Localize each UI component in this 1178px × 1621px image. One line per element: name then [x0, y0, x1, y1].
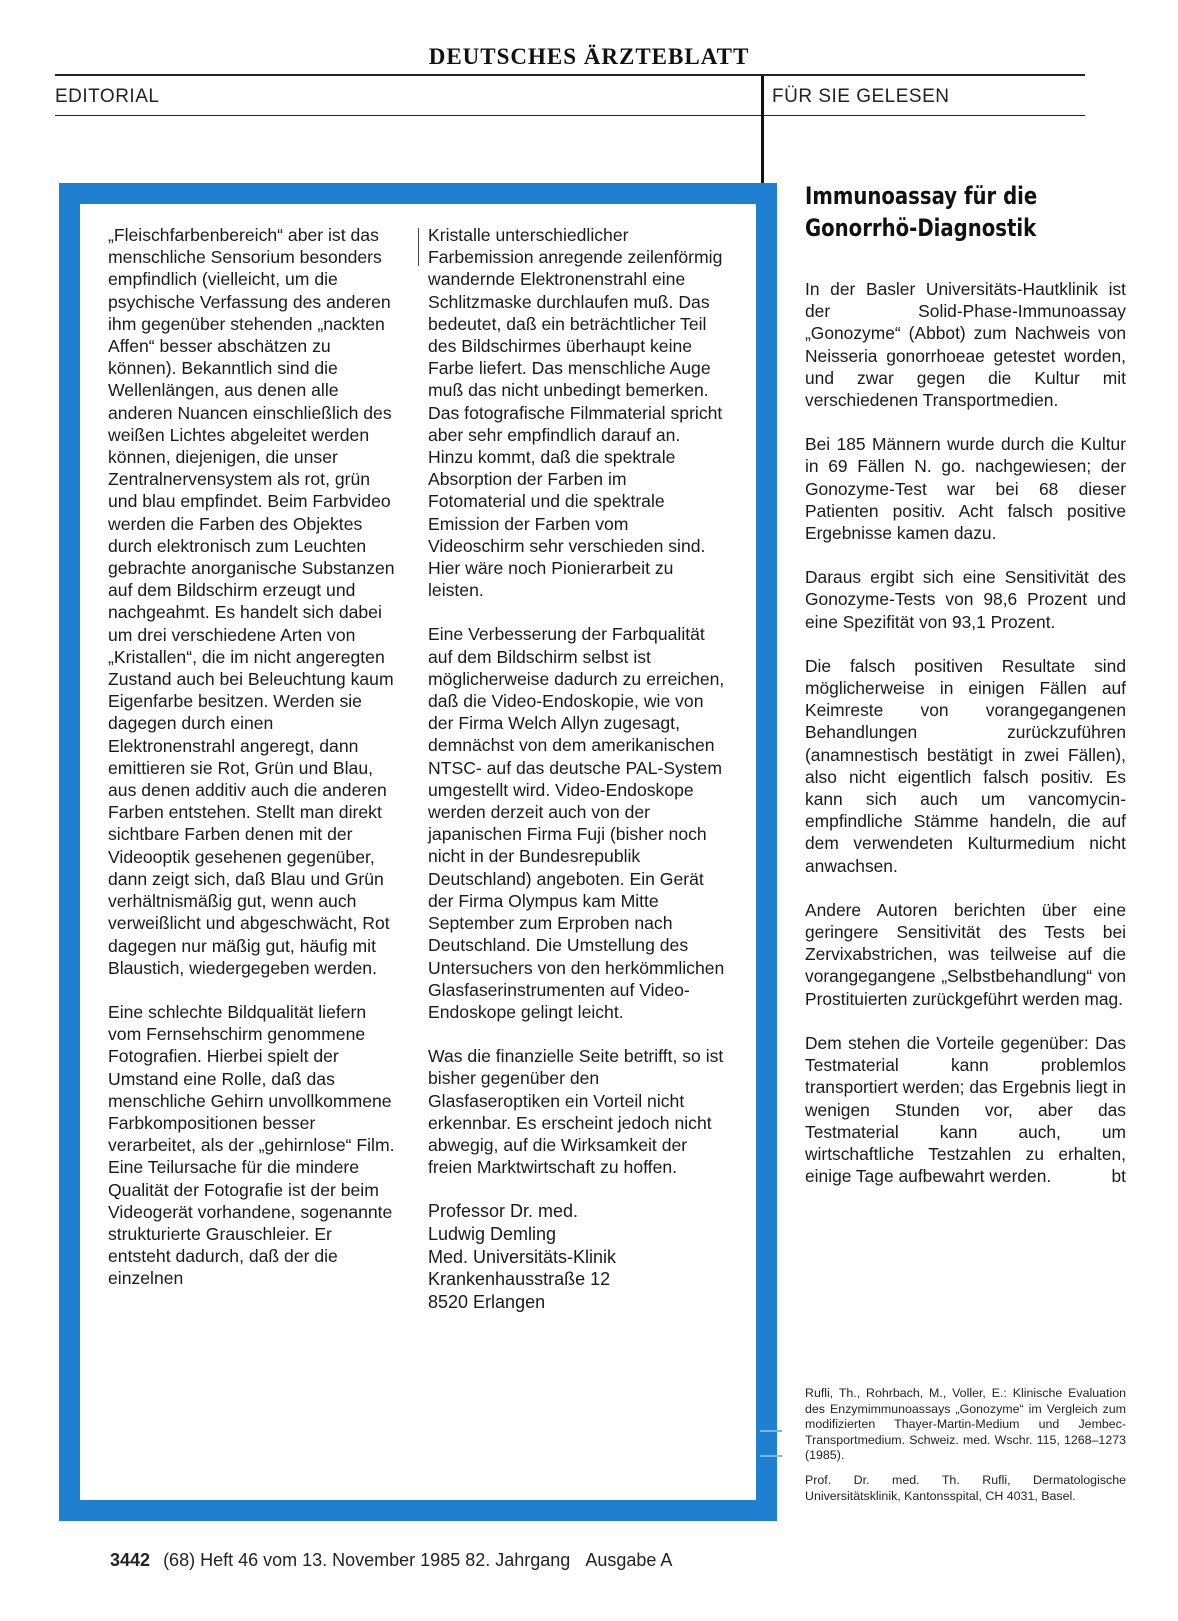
article-paragraph: Bei 185 Männern wurde durch die Kultur in 69 Fällen N. go. nachgewiesen; der Gonozyme-Test war bei 68 dieser Patienten positiv. Acht falsch positive Ergebnisse kamen dazu.	[805, 434, 1126, 544]
masthead-rule	[55, 74, 1085, 76]
editorial-paragraph: Eine schlechte Bildqualität liefern vom Fernsehschirm genommene Fotografien. Hierbei spielt der Umstand eine Rolle, daß das menschliche Gehirn unvollkommene Farbkompositionen besser verarbeitet, als der „gehirnlose“ Film. Eine Teilursache für die mindere Qualität der Fotografie ist der beim Videogerät vorhandene, sogenannte strukturierte Grauschleier. Er entsteht dadurch, daß der die einzelnen	[108, 1001, 395, 1289]
masthead: DEUTSCHES ÄRZTEBLATT	[428, 44, 750, 69]
editorial-paragraph: „Fleischfarbenbereich“ aber ist das menschliche Sensorium besonders empfindlich (vielleicht, um die psychische Verfassung des anderen ihm gegenüber stehenden „nackten Affen“ besser abschätzen zu können). Bekanntlich sind die Wellenlängen, aus denen alle anderen Nuancen einschließlich des weißen Lichtes abgeleitet werden können, diejenigen, die unser Zentralnervensystem als rot, grün und blau empfindet. Beim Farbvideo werden die Farben des Objektes durch elektronisch zum Leuchten gebrachte anorganische Substanzen auf dem Bildschirm erzeugt und nachgeahmt. Es handelt sich dabei um drei verschiedene Arten von „Kristallen“, die im nicht angeregten Zustand auch bei Beleuchtung kaum Eigenfarbe besitzen. Werden sie dagegen durch einen Elektronenstrahl angeregt, dann emittieren sie Rot, Grün und Blau, aus denen additiv auch die anderen Farben entstehen. Stellt man direkt sichtbare Farben denen mit der Videooptik gesehenen gegenüber, dann zeigt sich, daß Blau und Grün verhältnismäßig gut, wenn auch verweißlicht und abgeschwächt, Rot dagegen nur mäßig gut, häufig mit Blaustich, wiedergegeben werden.	[108, 225, 395, 978]
editorial-inner-divider	[418, 228, 419, 266]
author-signature	[428, 1200, 726, 1313]
signature-line: Professor Dr. med.	[428, 1201, 579, 1222]
reference-address: Prof. Dr. med. Th. Rufli, Dermatologische Universitätsklinik, Kantonsspital, CH 4031, Basel.	[805, 1472, 1126, 1503]
reference-citation: Rufli, Th., Rohrbach, M., Voller, E.: Klinische Evaluation des Enzymimmunoassays „Gonozyme“ im Vergleich zum modifizierten Thayer-Martin-Medium und Jembec-Transportmedium. Schweiz. med. Wschr. 115, 1268–1273 (1985).	[805, 1386, 1126, 1463]
author-tag: bt	[1111, 1166, 1126, 1187]
editorial-paragraph: Kristalle unterschiedlicher Farbemission anregende zeilenförmig wandernde Elektronenstrahl eine Schlitzmaske durchlaufen muß. Das bedeutet, daß ein beträchtlicher Teil des Bildschirmes überhaupt keine Farbe liefert. Das menschliche Auge muß das nicht unbedingt bemerken. Das fotografische Filmmaterial spricht aber sehr empfindlich darauf an. Hinzu kommt, daß die spektrale Absorption der Farben im Fotomaterial und die spektrale Emission der Farben vom Videoschirm sehr verschieden sind. Hier wäre noch Pionierarbeit zu leisten.	[428, 225, 723, 601]
section-label-fuer-sie-gelesen: FÜR SIE GELESEN	[772, 86, 950, 107]
section-rule	[55, 115, 1085, 116]
edition-label: Ausgabe A	[585, 1550, 673, 1570]
editorial-column-middle	[428, 224, 726, 1313]
page-number: 3442	[110, 1550, 151, 1570]
editorial-column-left	[108, 224, 398, 1312]
frame-edge-mark	[760, 1430, 782, 1432]
signature-line: Ludwig Demling	[428, 1223, 557, 1244]
signature-line: 8520 Erlangen	[428, 1291, 546, 1312]
signature-line: Krankenhausstraße 12	[428, 1269, 611, 1290]
article-paragraph-last	[805, 1032, 1126, 1187]
article-body	[805, 278, 1126, 1209]
signature-line: Med. Universitäts-Klinik	[428, 1246, 617, 1267]
article-paragraph: Die falsch positiven Resultate sind möglicherweise in einigen Fällen auf Keimreste von vorangegangenen Behandlungen zurückzuführen (anamnestisch bestätigt in zwei Fällen), also nicht eigentlich falsch positiv. Es kann sich auch um vancomycin-empfindliche Stämme handeln, die auf dem verwendeten Kulturmedium nicht anwachsen.	[805, 655, 1126, 876]
page-footer	[110, 1550, 672, 1571]
section-label-editorial: EDITORIAL	[55, 86, 160, 107]
article-references	[805, 1386, 1126, 1513]
article-paragraph-text: Dem stehen die Vorteile gegenüber: Das Testmaterial kann problemlos transportiert werden; das Ergebnis liegt in wenigen Stunden vor, aber das Testmaterial kann auch, um wirtschaftliche Testzahlen zu erhalten, einige Tage aufbewahrt werden.	[805, 1032, 1126, 1187]
editorial-paragraph: Eine Verbesserung der Farbqualität auf dem Bildschirm selbst ist möglicherweise dadurch zu erreichen, daß die Video-Endoskopie, wie von der Firma Welch Allyn zugesagt, demnächst von dem amerikanischen NTSC- auf das deutsche PAL-System umgestellt wird. Video-Endoskope werden derzeit auch von der japanischen Firma Fuji (bisher noch nicht in der Bundesrepublik Deutschland) angeboten. Ein Gerät der Firma Olympus kam Mitte September zum Erproben nach Deutschland. Die Umstellung des Untersuchers von den herkömmlichen Glasfaserinstrumenten auf Video-Endoskope gelingt leicht.	[428, 624, 725, 1022]
editorial-paragraph: Was die finanzielle Seite betrifft, so ist bisher gegenüber den Glasfaseroptiken ein Vorteil nicht erkennbar. Es erscheint jedoch nicht abwegig, auf die Wirksamkeit der freien Marktwirtschaft zu hoffen.	[428, 1046, 724, 1178]
issue-info: (68) Heft 46 vom 13. November 1985 82. Jahrgang	[163, 1550, 571, 1570]
article-title: Immunoassay für die Gonorrhö-Diagnostik	[805, 182, 1038, 242]
article-paragraph: Andere Autoren berichten über eine geringere Sensitivität des Tests bei Zervixabstrichen, was teilweise auf die vorangegangene „Selbstbehandlung“ von Prostituierten zurückgeführt werden mag.	[805, 899, 1126, 1009]
frame-edge-mark	[760, 1455, 782, 1457]
article-paragraph: In der Basler Universitäts-Hautklinik ist der Solid-Phase-Immunoassay „Gonozyme“ (Abbot) zum Nachweis von Neisseria gonorrhoeae getestet worden, und zwar gegen die Kultur mit verschiedenen Transportmedien.	[805, 279, 1126, 411]
article-paragraph: Daraus ergibt sich eine Sensitivität des Gonozyme-Tests von 98,6 Prozent und eine Spezifität von 93,1 Prozent.	[805, 567, 1126, 632]
